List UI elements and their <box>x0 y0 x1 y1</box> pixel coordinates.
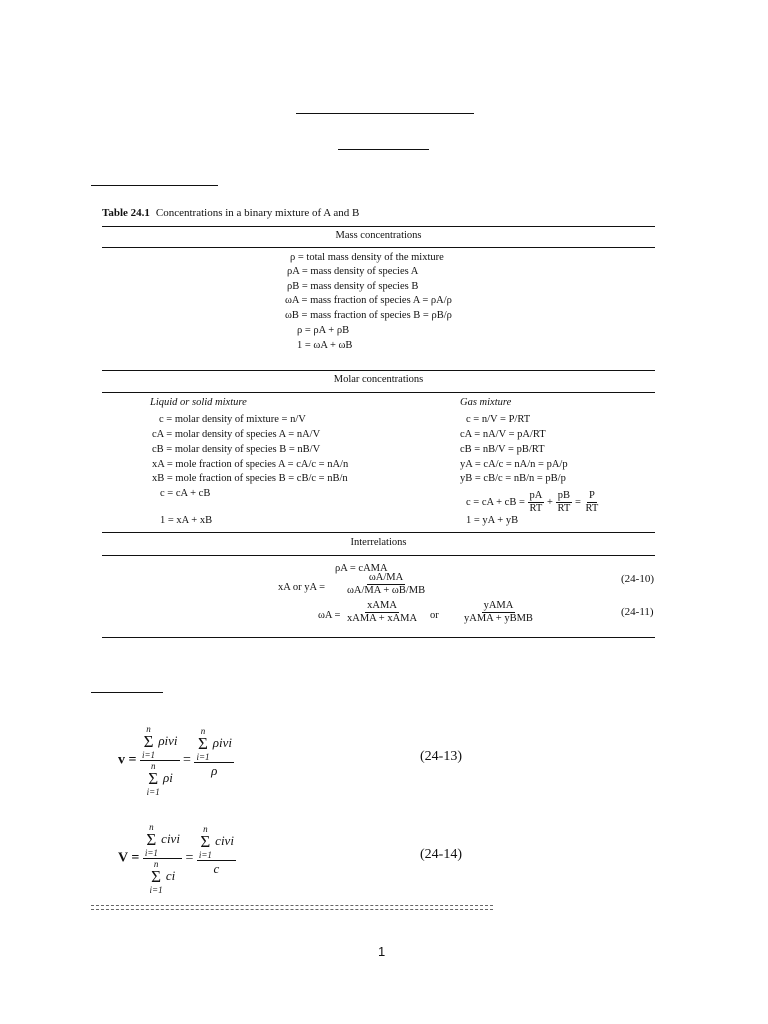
equation-number-24-14: (24-14) <box>420 847 462 862</box>
molar-heading: Molar concentrations <box>333 374 424 385</box>
summation-icon: n Σ i=1 <box>144 822 158 858</box>
interrelations-heading-rule <box>102 555 655 556</box>
plus-sign: + <box>546 497 553 508</box>
frac-den: yAMA + yBMB <box>464 613 533 624</box>
mass-line: ρA = mass density of species A <box>287 266 419 277</box>
section-rule-1 <box>91 185 218 186</box>
molar-top-rule <box>102 370 655 371</box>
y-ratio-frac <box>462 600 535 625</box>
interrelations-heading: Interrelations <box>350 537 407 548</box>
eq13-frac1 <box>140 724 180 797</box>
frac-den: ωA/MA + ωB/MB <box>347 585 426 596</box>
omega-label: ωA = <box>318 610 341 621</box>
section-rule-2 <box>91 692 163 693</box>
mass-line: ρ = total mass density of the mixture <box>290 252 444 263</box>
liquid-line: xA = mole fraction of species A = cA/c = nA/n <box>152 459 349 470</box>
equation-number-24-13: (24-13) <box>420 749 462 764</box>
mass-line: ωB = mass fraction of species B = ρB/ρ <box>285 310 452 321</box>
mass-heading: Mass concentrations <box>335 230 422 241</box>
frac-num: P <box>588 490 595 502</box>
gas-line: 1 = yA + yB <box>466 515 519 526</box>
xA-label: xA or yA = <box>278 582 326 593</box>
gas-line: c = n/V = P/RT <box>466 414 531 425</box>
liquid-line: cA = molar density of species A = nA/V <box>152 429 321 440</box>
frac-num: ωA/MA <box>368 572 404 583</box>
frac-den <box>148 859 178 895</box>
mass-line: ρB = mass density of species B <box>287 281 419 292</box>
eq14-num1: civi <box>161 830 180 846</box>
P-over-RT <box>584 490 601 515</box>
pB-over-RT <box>556 490 573 515</box>
mass-line: 1 = ωA + ωB <box>297 340 353 351</box>
frac-den: ρ <box>211 763 218 778</box>
equation-number-24-11: (24-11) <box>621 606 654 618</box>
mass-line: ρ = ρA + ρB <box>297 325 350 336</box>
equation-24-13 <box>118 724 234 797</box>
gas-line: yB = cB/c = nB/n = pB/p <box>460 473 566 484</box>
frac-den: RT <box>557 503 571 515</box>
eq13-lhs: v = <box>118 752 137 768</box>
table-top-rule <box>102 226 655 227</box>
frac-num <box>197 824 236 861</box>
x-ratio-frac <box>345 600 419 625</box>
eq13-frac2 <box>194 726 234 778</box>
or-text: or <box>430 610 439 621</box>
equation-24-14 <box>118 822 236 895</box>
molar-heading-rule <box>102 392 655 393</box>
summation-icon: n Σ i=1 <box>141 724 156 760</box>
liquid-line: 1 = xA + xB <box>160 515 213 526</box>
gas-line: cA = nA/V = pA/RT <box>460 429 546 440</box>
frac-num: yAMA <box>483 600 514 611</box>
frac-num <box>194 726 234 763</box>
frac1 <box>345 572 427 597</box>
equals-sign: = <box>183 752 191 768</box>
eq14-frac2 <box>197 824 236 876</box>
frac-num: pB <box>557 490 571 502</box>
liquid-line: c = molar density of mixture = n/V <box>159 414 306 425</box>
frac-num: pA <box>529 490 543 502</box>
equation-number-24-10: (24-10) <box>621 573 654 585</box>
equals-sign: = <box>185 850 194 866</box>
gas-heading: Gas mixture <box>460 397 512 408</box>
dashed-separator <box>91 905 493 910</box>
frac-den: RT <box>585 503 599 515</box>
frac2 <box>345 600 419 625</box>
mass-line: ωA = mass fraction of species A = ρA/ρ <box>285 295 452 306</box>
frac-den: c <box>213 861 220 876</box>
equals-sign: = <box>574 497 581 508</box>
frac-num: xAMA <box>367 600 397 611</box>
interrelations-top-rule <box>102 532 655 533</box>
frac-den: RT <box>529 503 543 515</box>
liquid-line: cB = molar density of species B = nB/V <box>152 444 321 455</box>
interrelation-line-1: ρA = cAMA <box>335 563 388 574</box>
summation-icon: n Σ i=1 <box>196 726 210 762</box>
table-title: Concentrations in a binary mixture of A and B <box>155 207 360 219</box>
summation-icon: n Σ i=1 <box>149 859 163 895</box>
frac-den <box>145 761 175 797</box>
page-number: 1 <box>378 944 386 959</box>
gas-sum-line <box>466 489 600 517</box>
gas-line: yA = cA/c = nA/n = pA/p <box>460 459 568 470</box>
header-rule-long <box>296 113 474 114</box>
gas-line: cB = nB/V = pB/RT <box>460 444 545 455</box>
frac-num <box>140 724 180 761</box>
pA-over-RT <box>528 490 545 515</box>
eq14-frac1 <box>143 822 182 895</box>
eq14-lhs: V = <box>118 850 140 866</box>
header-rule-short <box>338 149 429 150</box>
eq13-den1: ρi <box>163 769 173 785</box>
eq13-num2: ρivi <box>212 734 233 750</box>
liquid-heading: Liquid or solid mixture <box>150 397 247 408</box>
summation-icon: n Σ i=1 <box>198 824 212 860</box>
frac3 <box>462 600 535 625</box>
omega-ratio-frac <box>345 572 427 597</box>
table-caption <box>102 207 359 219</box>
mass-heading-rule <box>102 247 655 248</box>
eq13-num1: ρivi <box>158 732 178 748</box>
table-number: Table 24.1 <box>102 207 150 219</box>
gas-sum-text: c = cA + cB = <box>466 497 525 508</box>
summation-icon: n Σ i=1 <box>146 761 160 797</box>
liquid-line: xB = mole fraction of species B = cB/c = nB/n <box>152 473 348 484</box>
frac-num <box>143 822 182 859</box>
table-bottom-rule <box>102 637 655 638</box>
liquid-line: c = cA + cB <box>160 488 211 499</box>
eq14-num2: civi <box>215 832 234 848</box>
eq14-den1: ci <box>165 867 176 883</box>
frac-den: xAMA + xAMA <box>347 613 418 624</box>
